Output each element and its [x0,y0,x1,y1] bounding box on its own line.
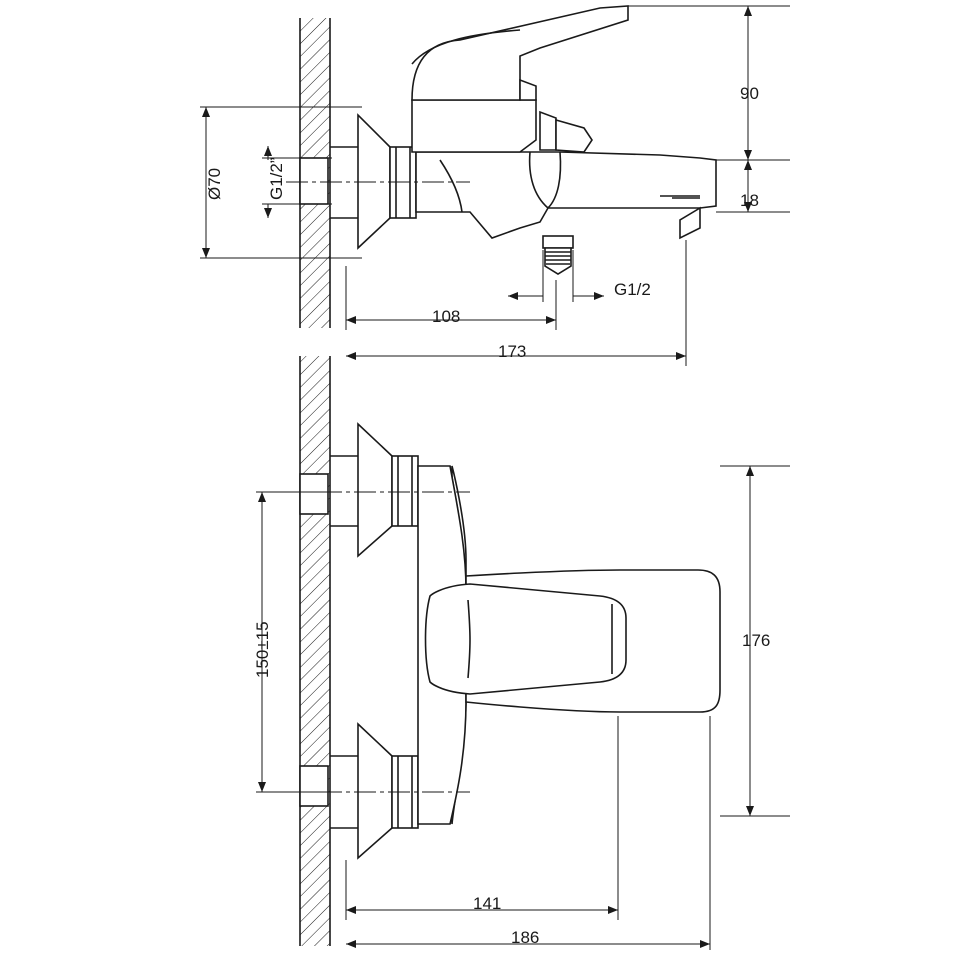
dim-label-flange-diameter: Ø70 [205,167,224,200]
drawing-geometry [286,6,720,946]
dim-spout-height [628,6,790,160]
dim-label-inlet-centres: 150±15 [253,621,272,678]
dim-label-overall-height: 176 [742,631,771,650]
side-view-tap [300,6,716,274]
dim-label-inlet-thread: G1/2” [267,157,286,200]
wall-section-front [300,356,330,946]
dim-label-shower-outlet-thread: G1/2 [614,280,651,299]
front-view-tap [300,424,720,858]
dim-overall-width [346,716,710,950]
dim-label-spout-height: 90 [740,84,759,103]
dim-label-body-projection: 108 [432,307,461,326]
dim-label-spout-lip-height: 18 [740,191,759,210]
dim-label-total-projection: 173 [498,342,527,361]
dim-label-body-width: 141 [473,894,502,913]
dim-label-overall-width: 186 [511,928,540,947]
